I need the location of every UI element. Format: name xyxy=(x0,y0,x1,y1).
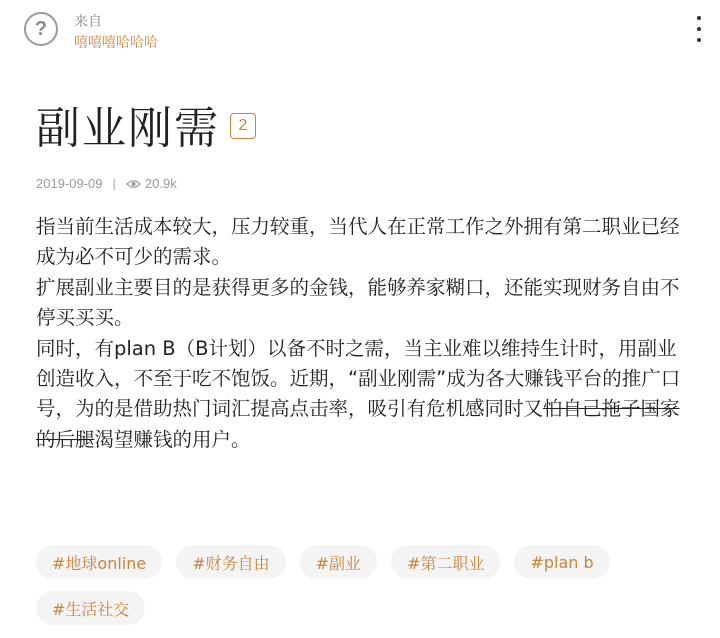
strikethrough-text: 怕自己拖子国家的后腿 xyxy=(36,397,680,451)
paragraph-text: 渴望赚钱的用户。 xyxy=(94,427,251,451)
question-mark-icon[interactable]: ? xyxy=(24,12,58,46)
more-vertical-icon[interactable] xyxy=(694,16,704,42)
dot xyxy=(697,16,701,20)
definition-count-badge[interactable]: 2 xyxy=(230,113,256,139)
tag[interactable]: #plan b xyxy=(514,545,609,579)
dot xyxy=(697,38,701,42)
tag[interactable]: #生活社交 xyxy=(36,591,145,625)
paragraph: 指当前生活成本较大，压力较重，当代人在正常工作之外拥有第二职业已经成为必不可少的需求。 xyxy=(36,215,680,269)
dot xyxy=(697,27,701,31)
entry-meta xyxy=(36,176,177,191)
definition-body xyxy=(36,212,686,455)
paragraph: 扩展副业主要目的是获得更多的金钱，能够养家糊口，还能实现财务自由不停买买买。 xyxy=(36,275,680,330)
tag[interactable]: #地球online xyxy=(36,545,162,579)
tag-list xyxy=(36,545,696,625)
paragraph xyxy=(36,334,686,456)
page-title: 副业刚需 xyxy=(36,103,220,154)
eye-icon xyxy=(126,179,141,189)
author-link[interactable]: 嘻嘻嘻哈哈哈 xyxy=(74,35,158,51)
from-label: 来自 xyxy=(74,14,102,30)
view-count: 20.9k xyxy=(144,176,177,191)
entry-header xyxy=(24,6,704,54)
title-row xyxy=(36,92,256,156)
paragraph-text: 同时，有plan B（B计划）以备不时之需，当主业难以维持生计时，用副业创造收入，不至于吃不饱饭。近期，“副业刚需”成为各大赚钱平台的推广口号，为的是借助热门词汇提高点击率，吸引有危机感同时又 xyxy=(36,336,681,421)
tag[interactable]: #副业 xyxy=(300,545,377,579)
entry-date: 2019-09-09 xyxy=(36,176,103,191)
meta-separator: | xyxy=(112,176,116,191)
tag[interactable]: #第二职业 xyxy=(391,545,500,579)
tag[interactable]: #财务自由 xyxy=(176,545,285,579)
